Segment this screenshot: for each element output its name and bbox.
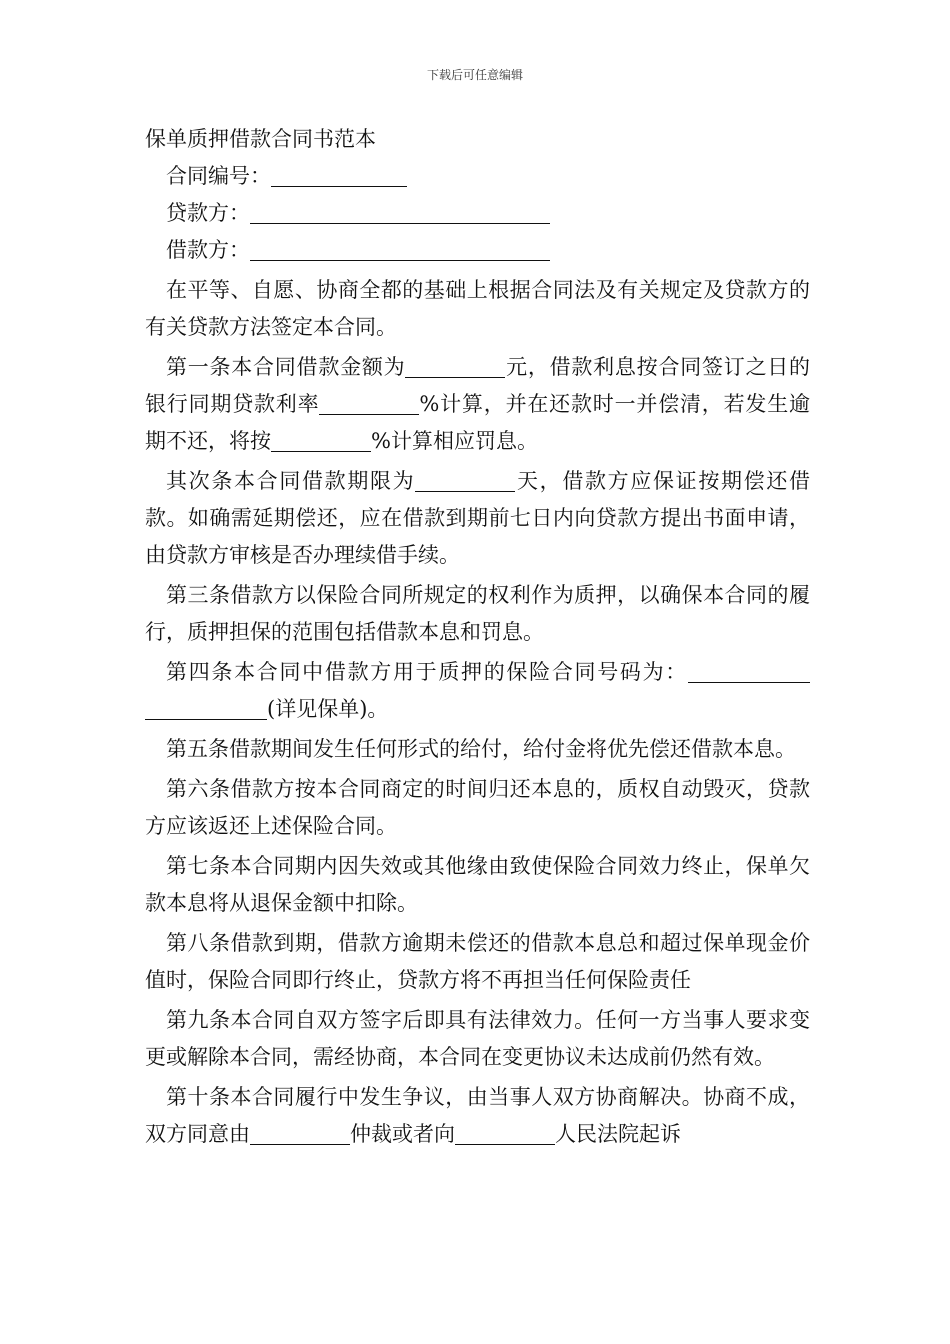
article-2-text-a: 其次条本合同借款期限为 [166,469,416,493]
article-10-text-a: 第十条本合同履行中发生争议，由当事人双方协商解决。协商不成，双方同意由 [145,1085,810,1146]
borrower-blank [250,238,550,261]
court-blank [455,1122,555,1145]
lender-blank [250,201,550,224]
loan-term-blank [415,469,515,492]
policy-number-blank-1 [688,660,810,683]
intro-paragraph: 在平等、自愿、协商全都的基础上根据合同法及有关规定及贷款方的有关贷款方法签定本合同。 [145,278,810,339]
article-10-text-b: 仲裁或者向 [350,1122,455,1146]
article-10 [145,1079,810,1153]
arbitration-blank [250,1122,350,1145]
borrower-field [145,232,810,269]
article-4 [145,654,810,728]
lender-label: 贷款方： [166,201,250,225]
article-4-text-b: (详见保单)。 [267,697,389,721]
contract-number-label: 合同编号： [166,164,271,188]
borrower-label: 借款方： [166,238,250,262]
policy-number-blank-2 [145,697,267,720]
article-1-text-d: %计算相应罚息。 [371,429,538,453]
contract-document [145,122,810,1153]
loan-amount-blank [405,355,505,378]
article-8: 第八条借款到期，借款方逾期未偿还的借款本息总和超过保单现金价值时，保险合同即行终止，贷款方将不再担当任何保险责任 [145,931,810,992]
article-1-text-a: 第一条本合同借款金额为 [166,355,406,379]
article-5: 第五条借款期间发生任何形式的给付，给付金将优先偿还借款本息。 [166,737,796,761]
interest-rate-blank [319,392,419,415]
article-3: 第三条借款方以保险合同所规定的权利作为质押，以确保本合同的履行，质押担保的范围包括借款本息和罚息。 [145,583,810,644]
article-9: 第九条本合同自双方签字后即具有法律效力。任何一方当事人要求变更或解除本合同，需经协商，本合同在变更协议未达成前仍然有效。 [145,1008,810,1069]
penalty-rate-blank [271,429,371,452]
contract-number-field [145,158,810,195]
article-6: 第六条借款方按本合同商定的时间归还本息的，质权自动毁灭，贷款方应该返还上述保险合同。 [145,777,810,838]
article-4-text-a: 第四条本合同中借款方用于质押的保险合同号码为： [166,660,688,684]
article-10-text-c: 人民法院起诉 [555,1122,681,1146]
article-7: 第七条本合同期内因失效或其他缘由致使保险合同效力终止，保单欠款本息将从退保金额中扣除。 [145,854,810,915]
article-1 [145,349,810,460]
lender-field [145,195,810,232]
contract-number-blank [271,164,407,187]
article-2 [145,463,810,574]
article-1-text-c: %计算，并在还款时一并偿清，若发生逾期不还，将按 [145,392,811,453]
article-2-text-b: 天，借款方应保证按期偿还借款。如确需延期偿还，应在借款到期前七日内向贷款方提出书面申请，由贷款方审核是否办理续借手续。 [145,469,811,567]
article-1-text-b: 元，借款利息按合同签订之日的银行同期贷款利率 [145,355,810,416]
page-header: 下载后可任意编辑 [426,68,523,82]
document-title: 保单质押借款合同书范本 [145,127,376,151]
